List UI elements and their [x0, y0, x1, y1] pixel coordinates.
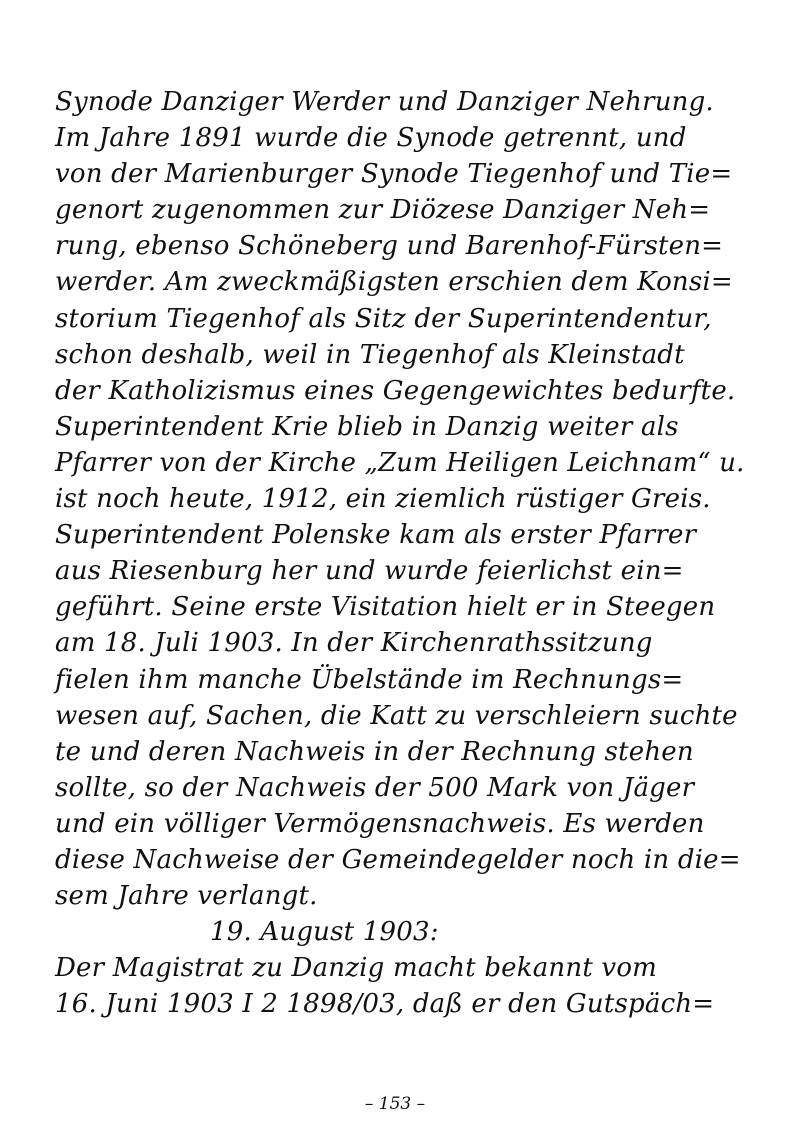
text-line: rung, ebenso Schöneberg und Barenhof-Fürsten=: [55, 231, 724, 262]
text-line: sollte, so der Nachweis der 500 Mark von Jäger: [55, 772, 695, 803]
text-line: te und deren Nachweis in der Rechnung stehen: [55, 736, 694, 767]
text-line: von der Marienburger Synode Tiegenhof und Tie=: [55, 159, 733, 190]
text-line: schon deshalb, weil in Tiegenhof als Kleinstadt: [55, 339, 685, 370]
text-line: genort zugenommen zur Diözese Danziger Neh=: [55, 195, 711, 226]
text-line: wesen auf, Sachen, die Katt zu verschleiern suchte: [55, 700, 738, 731]
text-line: Im Jahre 1891 wurde die Synode getrennt, und: [55, 123, 687, 154]
text-line: sem Jahre verlangt.: [55, 881, 318, 912]
text-line: Synode Danziger Werder und Danziger Nehrung.: [55, 87, 714, 117]
text-line: storium Tiegenhof als Sitz der Superintendentur,: [55, 303, 712, 334]
text-line: Superintendent Krie blieb in Danzig weiter als: [55, 411, 679, 442]
text-line: der Katholizismus eines Gegengewichtes bedurfte.: [55, 375, 736, 406]
text-line: Der Magistrat zu Danzig macht bekannt vom: [55, 953, 658, 984]
text-line: am 18. Juli 1903. In der Kirchenrathssitzung: [55, 628, 653, 659]
page-number: – 153 –: [364, 1094, 426, 1114]
text-line: fielen ihm manche Übelstände im Rechnungs=: [55, 664, 684, 695]
text-line: Superintendent Polenske kam als erster Pfarrer: [55, 520, 697, 551]
text-line: und ein völliger Vermögensnachweis. Es werden: [55, 808, 705, 839]
text-line: Pfarrer von der Kirche „Zum Heiligen Leichnam“ u.: [55, 447, 745, 478]
text-line: werder. Am zweckmäßigsten erschien dem Konsi=: [55, 267, 733, 298]
text-line: geführt. Seine erste Visitation hielt er in Steegen: [55, 592, 716, 623]
handwritten-text-block: [55, 84, 745, 1022]
text-line: ist noch heute, 1912, ein ziemlich rüstiger Greis.: [55, 484, 711, 515]
date-heading: 19. August 1903:: [210, 917, 439, 948]
text-line: 16. Juni 1903 I 2 1898/03, daß er den Gutspäch=: [55, 989, 715, 1020]
text-line: diese Nachweise der Gemeindegelder noch in die=: [55, 844, 741, 875]
text-line: aus Riesenburg her und wurde feierlichst ein=: [55, 556, 684, 587]
